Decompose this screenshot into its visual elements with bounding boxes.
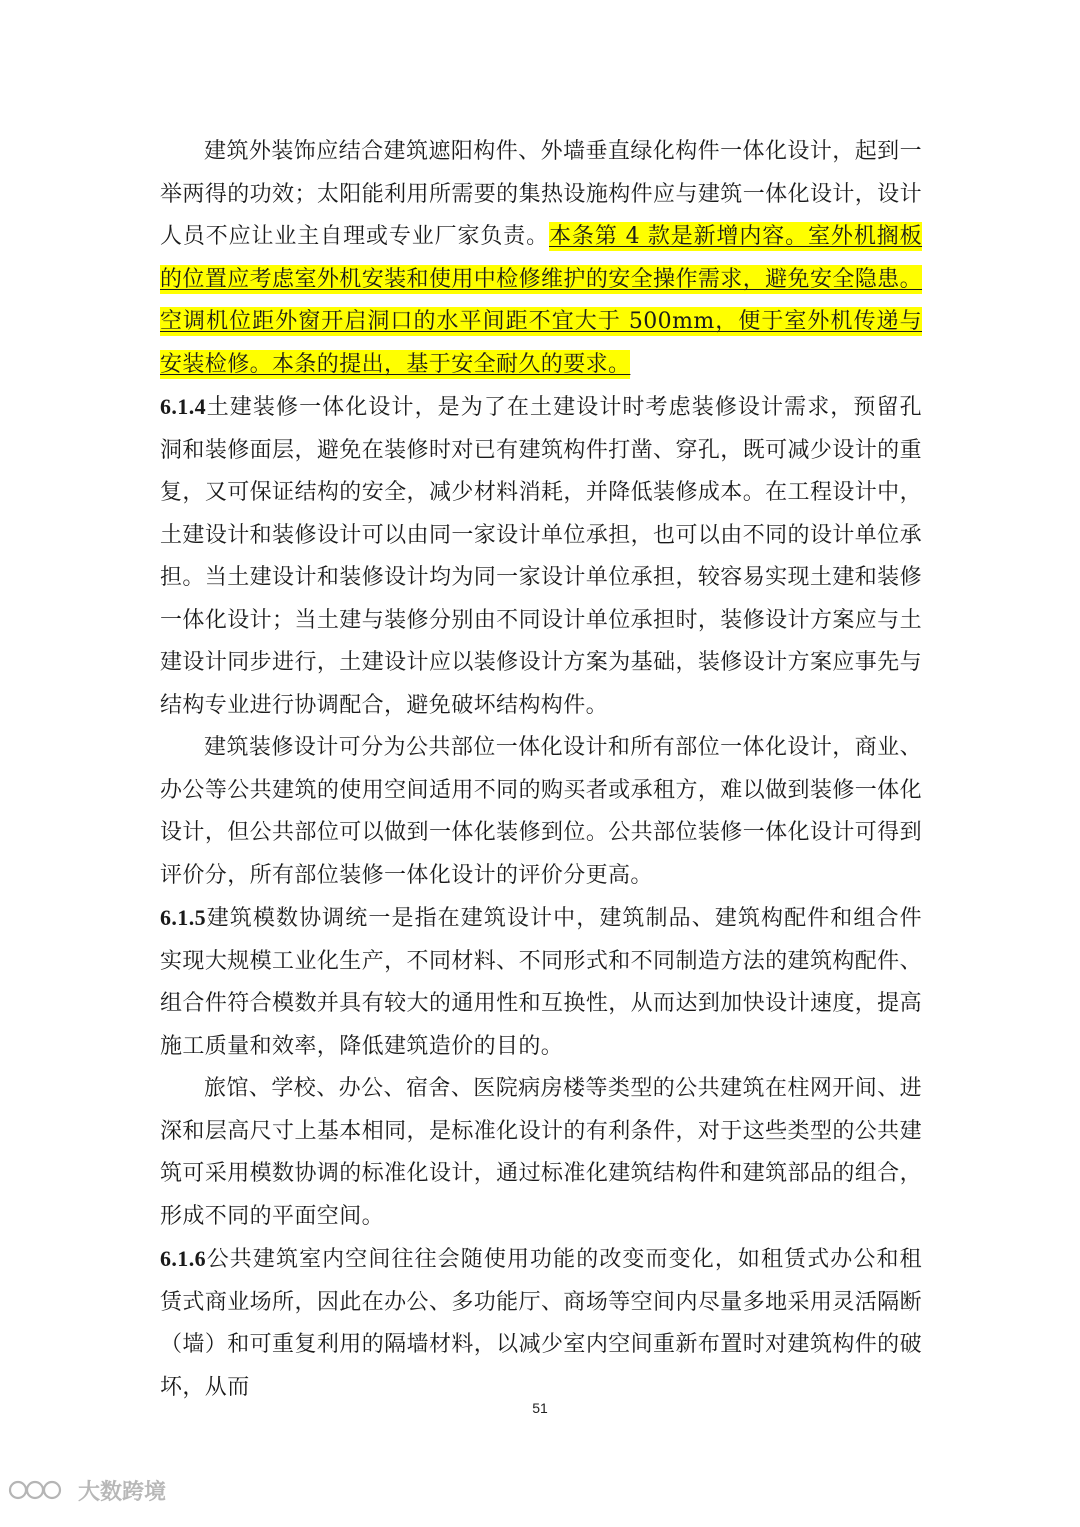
paragraph-clause-6-1-6 <box>160 1238 922 1409</box>
paragraph-clause-6-1-4 <box>160 386 922 727</box>
page-number: 51 <box>532 1400 548 1416</box>
clause-number: 6.1.6 <box>160 1246 206 1271</box>
paragraph-standardized-design <box>160 1068 922 1238</box>
paragraph-text: 土建装修一体化设计，是为了在土建设计时考虑装修设计需求，预留孔洞和装修面层，避免在装修时对已有建筑构件打凿、穿孔，既可减少设计的重复，又可保证结构的安全，减少材料消耗，并降低装修成本。在工程设计中，土建设计和装修设计可以由同一家设计单位承担，也可以由不同的设计单位承担。当土建设计和装修设计均为同一家设计单位承担，较容易实现土建和装修一体化设计；当土建与装修分别由不同设计单位承担时，装修设计方案应与土建设计同步进行，土建设计应以装修设计方案为基础，装修设计方案应事先与结构专业进行协调配合，避免破坏结构构件。 <box>160 395 922 718</box>
paragraph-text: 旅馆、学校、办公、宿舍、医院病房楼等类型的公共建筑在柱网开间、进深和层高尺寸上基本相同，是标准化设计的有利条件，对于这些类型的公共建筑可采用模数协调的标准化设计，通过标准化建筑结构件和建筑部品的组合，形成不同的平面空间。 <box>160 1076 922 1229</box>
watermark <box>8 1472 166 1508</box>
clause-number: 6.1.4 <box>160 394 206 419</box>
paragraph-clause-6-1-5 <box>160 897 922 1068</box>
paragraph-decoration-design <box>160 727 922 897</box>
paragraph-facade-decoration <box>160 131 922 386</box>
watermark-text: 大数跨境 <box>78 1479 167 1505</box>
paragraph-text: 公共建筑室内空间往往会随使用功能的改变而变化，如租赁式办公和租赁式商业场所，因此在办公、多功能厅、商场等空间内尽量多地采用灵活隔断（墙）和可重复利用的隔墙材料，以减少室内空间重新布置时对建筑构件的破坏，从而 <box>160 1247 922 1400</box>
paragraph-text: 建筑装修设计可分为公共部位一体化设计和所有部位一体化设计，商业、办公等公共建筑的使用空间适用不同的购买者或承租方，难以做到装修一体化设计，但公共部位可以做到一体化装修到位。公共部位装修一体化设计可得到评价分，所有部位装修一体化设计的评价分更高。 <box>160 735 922 888</box>
body-text <box>160 131 922 1409</box>
clause-number: 6.1.5 <box>160 905 206 930</box>
paragraph-text: 建筑外装饰应结合建筑遮阳构件、外墙垂直绿化构件一体化设计，起到一举两得的功效；太阳能利用所需要的集热设施构件应与建筑一体化设计，设计人员不应让业主自理或专业厂家负责。 <box>160 139 922 249</box>
paragraph-text: 建筑模数协调统一是指在建筑设计中，建筑制品、建筑构配件和组合件实现大规模工业化生产，不同材料、不同形式和不同制造方法的建筑构配件、组合件符合模数并具有较大的通用性和互换性，从而达到加快设计速度，提高施工质量和效率，降低建筑造价的目的。 <box>160 906 922 1059</box>
watermark-logo-icon <box>8 1476 72 1504</box>
highlighted-text: 本条第 4 款是新增内容。室外机搁板的位置应考虑室外机安装和使用中检修维护的安全操作需求，避免安全隐患。空调机位距外窗开启洞口的水平间距不宜大于 500mm，便于室外机传递与安装检修。本条的提出，基于安全耐久的要求。 <box>160 224 922 377</box>
